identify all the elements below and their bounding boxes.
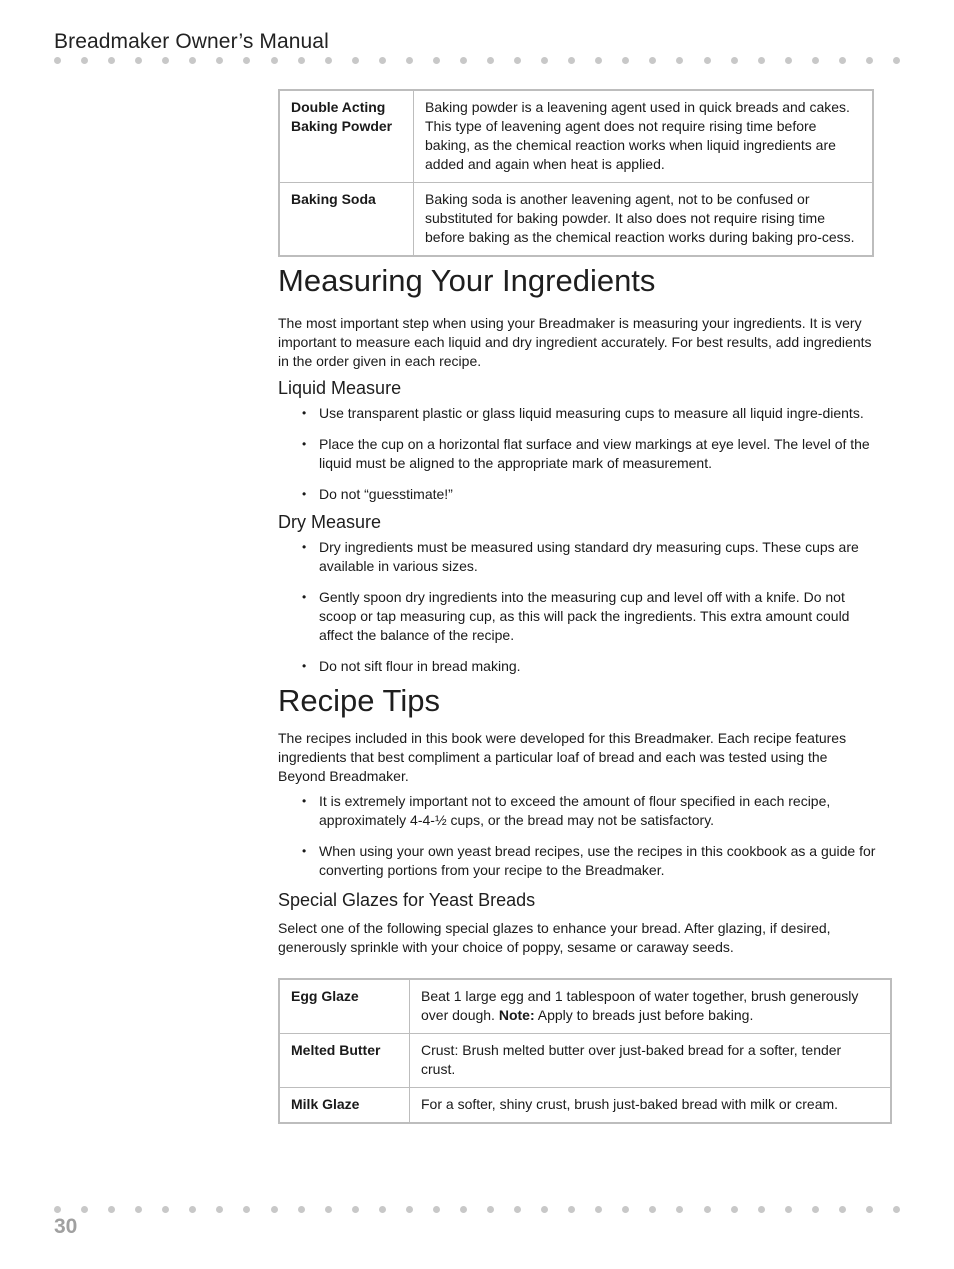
table-row <box>279 1088 891 1124</box>
leavening-agents-table <box>278 89 874 257</box>
bullet-icon: • <box>302 844 307 858</box>
rule-dot <box>108 57 115 64</box>
rule-dot <box>271 1206 278 1213</box>
rule-dot <box>216 57 223 64</box>
subheading-special-glazes: Special Glazes for Yeast Breads <box>278 890 536 910</box>
table-row <box>279 1034 891 1088</box>
rule-dot <box>298 1206 305 1213</box>
rule-dot <box>893 1206 900 1213</box>
list-item: • It is extremely important not to exceed the amount of flour specified in each recipe, approximately 4-4-½ cups, or the bread may not be satisfactory. <box>302 793 831 828</box>
note-label: Note: <box>498 1007 535 1023</box>
page-content <box>278 89 878 1124</box>
rule-dot <box>893 57 900 64</box>
rule-dot <box>812 57 819 64</box>
rule-dot <box>704 57 711 64</box>
glazes-intro: Select one of the following special glazes to enhance your bread. After glazing, if desired, generously sprinkle with your choice of poppy, sesame or caraway seeds. <box>278 920 831 955</box>
rule-dot <box>487 1206 494 1213</box>
bullet-icon: • <box>302 794 307 808</box>
rule-dot <box>135 57 142 64</box>
rule-dot <box>352 1206 359 1213</box>
table-row <box>279 979 891 1034</box>
table-term-cell: Egg Glaze <box>279 979 410 1034</box>
bullet-icon: • <box>302 437 307 451</box>
rule-dot <box>298 57 305 64</box>
rule-dot <box>731 57 738 64</box>
list-item: • Use transparent plastic or glass liquid measuring cups to measure all liquid ingre-dients. <box>302 405 864 421</box>
rule-dot <box>243 57 250 64</box>
rule-dot <box>81 57 88 64</box>
rule-dot <box>676 57 683 64</box>
bottom-dot-rule <box>54 1204 900 1214</box>
rule-dot <box>352 57 359 64</box>
rule-dot <box>595 1206 602 1213</box>
subheading-dry-measure: Dry Measure <box>278 512 382 532</box>
rule-dot <box>839 57 846 64</box>
list-item: • When using your own yeast bread recipes, use the recipes in this cookbook as a guide for converting portions from your recipe to the Breadmaker. <box>302 843 876 878</box>
glazes-table <box>278 978 892 1124</box>
table-definition-cell: Baking soda is another leavening agent, not to be confused or substituted for baking powder. It also does not require rising time before baking as the chemical reaction works during baking pro-cess. <box>414 183 874 257</box>
rule-dot <box>676 1206 683 1213</box>
rule-dot <box>866 1206 873 1213</box>
bullet-icon: • <box>302 590 307 604</box>
rule-dot <box>541 1206 548 1213</box>
rule-dot <box>379 1206 386 1213</box>
rule-dot <box>325 57 332 64</box>
rule-dot <box>433 57 440 64</box>
rule-dot <box>866 57 873 64</box>
rule-dot <box>649 1206 656 1213</box>
rule-dot <box>243 1206 250 1213</box>
rule-dot <box>704 1206 711 1213</box>
rule-dot <box>758 57 765 64</box>
table-definition-cell: Beat 1 large egg and 1 tablespoon of water together, brush generously over dough. Note: Apply to breads just before baking. <box>410 979 892 1034</box>
list-item: • Place the cup on a horizontal flat surface and view markings at eye level. The level of the liquid must be aligned to the appropriate mark of measurement. <box>302 436 870 471</box>
rule-dot <box>162 57 169 64</box>
rule-dot <box>189 1206 196 1213</box>
rule-dot <box>595 57 602 64</box>
rule-dot <box>135 1206 142 1213</box>
page-number: 30 <box>54 1215 78 1238</box>
table-term-cell: Baking Soda <box>279 183 414 257</box>
rule-dot <box>460 1206 467 1213</box>
rule-dot <box>541 57 548 64</box>
rule-dot <box>649 57 656 64</box>
running-head-title: Breadmaker Owner’s Manual <box>54 30 329 53</box>
rule-dot <box>758 1206 765 1213</box>
rule-dot <box>379 57 386 64</box>
table-definition-cell: Baking powder is a leavening agent used in quick breads and cakes. This type of leavening agent does not require rising time before baking, as the chemical reaction works when liquid ingredients are added and again when heat is applied. <box>414 90 874 183</box>
section-heading-recipe-tips: Recipe Tips <box>278 683 440 718</box>
top-dot-rule <box>54 55 900 65</box>
rule-dot <box>785 57 792 64</box>
table-term-cell: Milk Glaze <box>279 1088 410 1124</box>
rule-dot <box>514 57 521 64</box>
bullet-icon: • <box>302 659 307 673</box>
subheading-liquid-measure: Liquid Measure <box>278 378 402 398</box>
rule-dot <box>54 57 61 64</box>
liquid-measure-list <box>278 404 878 504</box>
list-item: • Do not “guesstimate!” <box>302 486 453 502</box>
rule-dot <box>568 1206 575 1213</box>
recipe-tips-intro: The recipes included in this book were developed for this Breadmaker. Each recipe features ingredients that best compliment a particular loaf of bread and each was tested using the Beyond Breadmaker. <box>278 730 847 784</box>
list-item: • Do not sift flour in bread making. <box>302 658 521 674</box>
rule-dot <box>325 1206 332 1213</box>
table-term-cell: Melted Butter <box>279 1034 410 1088</box>
table-definition-cell: For a softer, shiny crust, brush just-baked bread with milk or cream. <box>410 1088 892 1124</box>
bullet-icon: • <box>302 406 307 420</box>
rule-dot <box>162 1206 169 1213</box>
rule-dot <box>622 57 629 64</box>
table-definition-cell: Crust: Brush melted butter over just-baked bread for a softer, tender crust. <box>410 1034 892 1088</box>
rule-dot <box>81 1206 88 1213</box>
table-row <box>279 183 873 257</box>
measuring-intro: The most important step when using your Breadmaker is measuring your ingredients. It is very important to measure each liquid and dry ingredient accurately. For best results, add ingredients in the order given in each recipe. <box>278 315 872 369</box>
rule-dot <box>460 57 467 64</box>
bullet-icon: • <box>302 487 307 501</box>
rule-dot <box>54 1206 61 1213</box>
rule-dot <box>812 1206 819 1213</box>
rule-dot <box>622 1206 629 1213</box>
table-row <box>279 90 873 183</box>
rule-dot <box>189 57 196 64</box>
rule-dot <box>568 57 575 64</box>
table-term-cell: Double Acting Baking Powder <box>279 90 414 183</box>
rule-dot <box>785 1206 792 1213</box>
bullet-icon: • <box>302 540 307 554</box>
list-item: • Gently spoon dry ingredients into the measuring cup and level off with a knife. Do not scoop or tap measuring cup, as this will pack the ingredients. This extra amount could affect the balance of the recipe. <box>302 589 850 643</box>
rule-dot <box>271 57 278 64</box>
rule-dot <box>731 1206 738 1213</box>
rule-dot <box>108 1206 115 1213</box>
section-heading-measuring: Measuring Your Ingredients <box>278 263 656 298</box>
rule-dot <box>839 1206 846 1213</box>
rule-dot <box>406 1206 413 1213</box>
dry-measure-list <box>278 538 878 676</box>
list-item: • Dry ingredients must be measured using standard dry measuring cups. These cups are available in various sizes. <box>302 539 859 574</box>
rule-dot <box>514 1206 521 1213</box>
rule-dot <box>406 57 413 64</box>
rule-dot <box>216 1206 223 1213</box>
rule-dot <box>433 1206 440 1213</box>
recipe-tips-list <box>278 792 878 880</box>
rule-dot <box>487 57 494 64</box>
